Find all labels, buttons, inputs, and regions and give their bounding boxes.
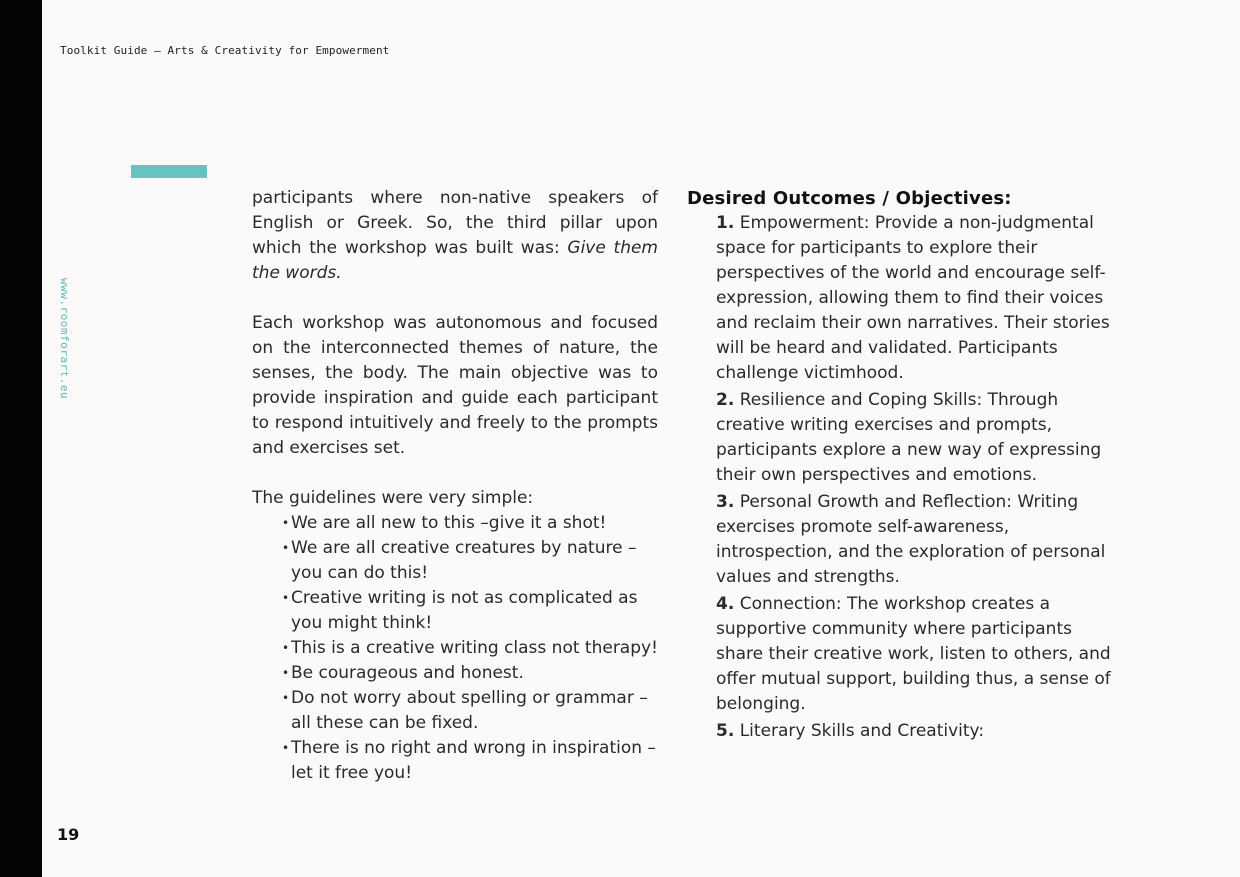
objective-item <box>716 490 1117 590</box>
intro-paragraph <box>252 186 658 286</box>
list-item: • Do not worry about spelling or grammar –all these can be fixed. <box>282 686 658 736</box>
objective-number: 3. <box>716 492 735 512</box>
accent-bar <box>131 165 207 178</box>
objective-text: Connection: The workshop creates a supportive community where participants share their creative work, listen to others, and offer mutual support, building thus, a sense of belonging. <box>716 594 1111 714</box>
objective-number: 5. <box>716 721 735 741</box>
objective-number: 4. <box>716 594 735 614</box>
intro-text: participants where non-native speakers of English or Greek. So, the third pillar upon which the workshop was built was: <box>252 188 658 258</box>
list-item: • There is no right and wrong in inspiration –let it free you! <box>282 736 658 786</box>
objective-text: Empowerment: Provide a non-judgmental space for participants to explore their perspectives of the world and encourage self-expression, allowing them to find their voices and reclaim their own narratives. Their stories will be heard and validated. Participants challenge victimhood. <box>716 213 1110 383</box>
objective-item <box>716 719 1117 744</box>
guidelines-intro: The guidelines were very simple: <box>252 488 534 508</box>
objective-item <box>716 388 1117 488</box>
list-item: • We are all new to this –give it a shot! <box>282 511 658 536</box>
objective-text: Resilience and Coping Skills: Through creative writing exercises and prompts, participants explore a new way of expressing their own perspectives and emotions. <box>716 390 1102 485</box>
intro-emphasis: Give them the words. <box>252 238 658 283</box>
list-item: • Be courageous and honest. <box>282 661 658 686</box>
page-number: 19 <box>57 825 80 844</box>
objective-text: Personal Growth and Reflection: Writing exercises promote self-awareness, introspection, and the exploration of personal values and strengths. <box>716 492 1106 587</box>
page-header: Toolkit Guide – Arts & Creativity for Empowerment <box>60 44 390 57</box>
guidelines-list <box>252 511 658 786</box>
left-column <box>252 186 658 786</box>
objective-item <box>716 592 1117 717</box>
workshop-paragraph: Each workshop was autonomous and focused on the interconnected themes of nature, the senses, the body. The main objective was to provide inspiration and guide each participant to respond intuitively and freely to the prompts and exercises set. <box>252 313 658 458</box>
objective-text: Literary Skills and Creativity: <box>739 721 985 741</box>
side-url: www.roomforart.eu <box>58 278 71 400</box>
left-black-bar <box>0 0 42 877</box>
list-item: • We are all creative creatures by nature – you can do this! <box>282 536 658 586</box>
right-column <box>687 186 1117 746</box>
objective-item <box>716 211 1117 386</box>
list-item: • Creative writing is not as complicated as you might think! <box>282 586 658 636</box>
list-item: • This is a creative writing class not therapy! <box>282 636 658 661</box>
objectives-title: Desired Outcomes / Objectives: <box>687 188 1012 209</box>
objective-number: 2. <box>716 390 735 410</box>
objective-number: 1. <box>716 213 735 233</box>
